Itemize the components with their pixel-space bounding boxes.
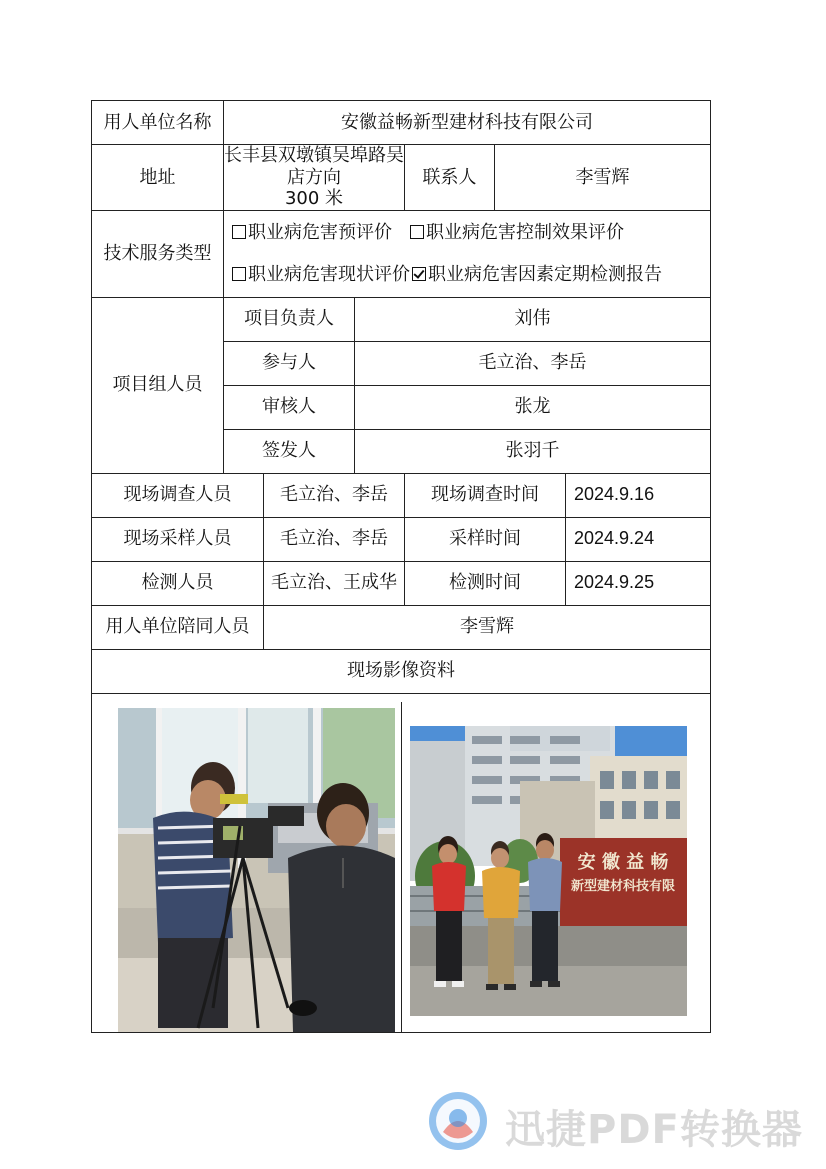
watermark-text: 迅捷PDF转换器 bbox=[505, 1107, 803, 1153]
testing-staff-value: 毛立治、王成华 bbox=[264, 561, 405, 605]
address-value bbox=[224, 145, 405, 211]
team-role: 审核人 bbox=[224, 385, 355, 429]
survey-staff-label: 现场调查人员 bbox=[92, 473, 264, 517]
photos-label: 现场影像资料 bbox=[92, 649, 711, 693]
photo-divider bbox=[401, 702, 402, 1032]
checkbox-icon bbox=[232, 267, 246, 281]
contact-label: 联系人 bbox=[405, 145, 495, 211]
testing-time-value: 2024.9.25 bbox=[566, 561, 711, 605]
team-name: 刘伟 bbox=[355, 297, 711, 341]
photos-area bbox=[92, 694, 710, 1032]
photos-cell bbox=[92, 693, 711, 1032]
service-type-label: 技术服务类型 bbox=[92, 210, 224, 297]
site-photo-indoor bbox=[118, 708, 395, 1032]
team-name: 毛立治、李岳 bbox=[355, 341, 711, 385]
checkbox-icon bbox=[410, 225, 424, 239]
team-role: 项目负责人 bbox=[224, 297, 355, 341]
team-label: 项目组人员 bbox=[92, 297, 224, 473]
employer-label: 用人单位名称 bbox=[92, 101, 224, 145]
checkbox-icon bbox=[232, 225, 246, 239]
team-role: 签发人 bbox=[224, 429, 355, 473]
photo-group-image bbox=[410, 726, 687, 1016]
contact-value: 李雪辉 bbox=[495, 145, 711, 211]
photo-indoor-image bbox=[118, 708, 395, 1032]
employer-value: 安徽益畅新型建材科技有限公司 bbox=[224, 101, 711, 145]
watermark-logo-icon bbox=[425, 1090, 495, 1152]
sampling-staff-value: 毛立治、李岳 bbox=[264, 517, 405, 561]
testing-time-label: 检测时间 bbox=[405, 561, 566, 605]
sign-line-1: 安 徽 益 畅 bbox=[577, 851, 669, 873]
survey-time-value: 2024.9.16 bbox=[566, 473, 711, 517]
service-option: 职业病危害预评价 bbox=[232, 222, 392, 244]
info-table bbox=[91, 100, 711, 1033]
watermark bbox=[425, 1090, 815, 1152]
service-option: 职业病危害现状评价 bbox=[232, 264, 410, 286]
survey-time-label: 现场调查时间 bbox=[405, 473, 566, 517]
sampling-staff-label: 现场采样人员 bbox=[92, 517, 264, 561]
service-option: 职业病危害控制效果评价 bbox=[410, 222, 624, 244]
team-name: 张羽千 bbox=[355, 429, 711, 473]
address-label: 地址 bbox=[92, 145, 224, 211]
address-line-1: 长丰县双墩镇吴埠路吴店方向 bbox=[224, 145, 404, 188]
team-name: 张龙 bbox=[355, 385, 711, 429]
service-type-options bbox=[224, 210, 711, 297]
team-role: 参与人 bbox=[224, 341, 355, 385]
address-line-2: 300 米 bbox=[284, 188, 344, 210]
site-photo-group bbox=[410, 726, 687, 1016]
sampling-time-value: 2024.9.24 bbox=[566, 517, 711, 561]
checked-checkbox-icon bbox=[412, 267, 426, 281]
escort-label: 用人单位陪同人员 bbox=[92, 605, 264, 649]
sampling-time-label: 采样时间 bbox=[405, 517, 566, 561]
service-option-checked: 职业病危害因素定期检测报告 bbox=[412, 264, 662, 286]
sign-line-2: 新型建材科技有限 bbox=[570, 878, 676, 894]
escort-value: 李雪辉 bbox=[264, 605, 711, 649]
testing-staff-label: 检测人员 bbox=[92, 561, 264, 605]
info-sheet bbox=[91, 100, 710, 1033]
survey-staff-value: 毛立治、李岳 bbox=[264, 473, 405, 517]
